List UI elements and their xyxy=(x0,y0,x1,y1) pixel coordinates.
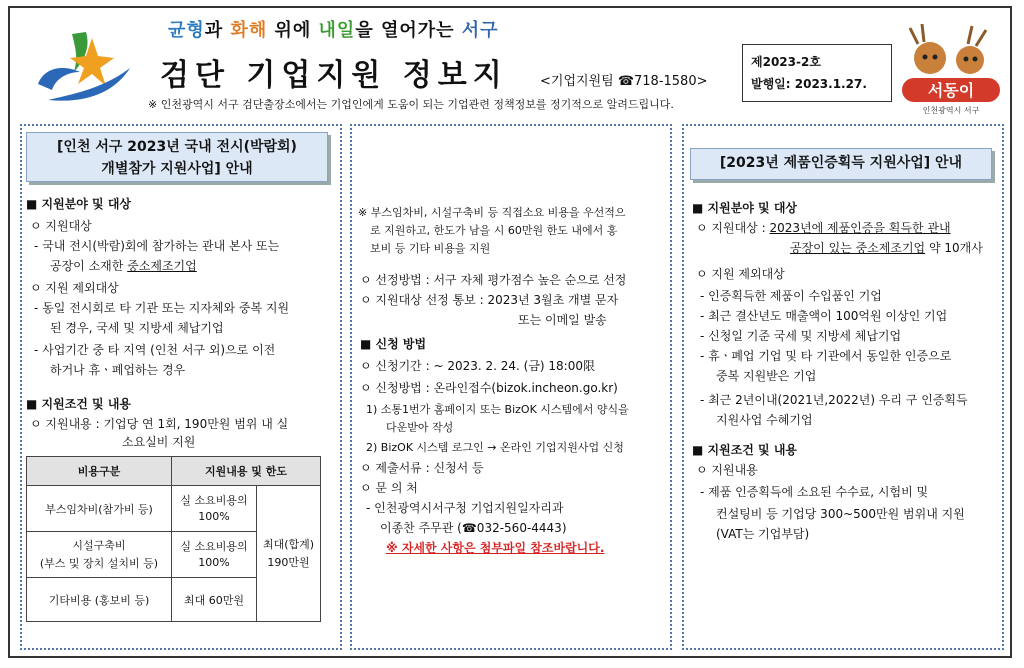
text-line: 2) BizOK 시스템 로그인 → 온라인 기업지원사업 신청 xyxy=(366,441,624,454)
underlined-text: 2023년에 제품인증을 획득한 관내 xyxy=(769,221,951,235)
section-heading: ■ 지원분야 및 대상 xyxy=(26,197,132,211)
seogu-logo xyxy=(34,28,134,108)
text-line: - 동일 전시회로 타 기관 또는 지자체와 중복 지원 xyxy=(34,301,290,315)
text-line: 1) 소통1번가 홈페이지 또는 BizOK 시스템에서 양식을 xyxy=(366,403,629,416)
table-header: 지원내용 및 한도 xyxy=(172,457,321,486)
text-span: 약 10개사 xyxy=(925,241,983,255)
underlined-text: 공장이 있는 중소제조기업 xyxy=(790,241,926,255)
cell-line: 최대(합계) xyxy=(262,537,315,551)
text-line: 보비 등 기타 비용을 지원 xyxy=(370,242,491,255)
text-span: 공장이 소재한 xyxy=(50,259,128,273)
cell-line: (부스 및 장치 설치비 등) xyxy=(39,556,159,570)
header-note: ※ 인천광역시 서구 검단출장소에서는 기업인에게 도움이 되는 기업관련 정책정보를 정기적으로 알려드립니다. xyxy=(148,98,674,111)
text-line: 하거나 휴ㆍ폐업하는 경우 xyxy=(50,363,186,377)
table-cell-merged xyxy=(257,486,321,622)
cell-line: 실 소요비용의 xyxy=(180,539,248,553)
table-cell: 최대 60만원 xyxy=(172,578,257,622)
section-heading: ■ 신청 방법 xyxy=(360,337,427,351)
section-heading: ■ 지원분야 및 대상 xyxy=(692,201,798,215)
section-heading: ■ 지원조건 및 내용 xyxy=(26,397,132,411)
slogan-part: 을 열어가는 xyxy=(355,20,462,41)
table-cell: 기타비용 (홍보비 등) xyxy=(27,578,172,622)
text-line: 이종찬 주무관 (☎032-560-4443) xyxy=(380,521,567,535)
text-line: - 휴ㆍ폐업 기업 및 타 기관에서 동일한 인증으로 xyxy=(700,349,952,363)
slogan-part: 서구 xyxy=(461,20,499,41)
text-line: - 국내 전시(박람)회에 참가하는 관내 본사 또는 xyxy=(34,239,280,253)
mascot-sub: 인천광역시 서구 xyxy=(922,106,980,115)
header xyxy=(20,14,1004,116)
mascot-logo xyxy=(896,20,1006,116)
text-line: 된 경우, 국세 및 지방세 체납기업 xyxy=(50,321,224,335)
text-line xyxy=(50,256,197,276)
certification-title-box: [2023년 제품인증획득 지원사업] 안내 xyxy=(690,148,992,180)
text-span: ㅇ 지원대상 : xyxy=(696,221,770,235)
slogan-part: 화해 xyxy=(230,20,268,41)
text-line: - 최근 2년이내(2021년,2022년) 우리 구 인증획득 xyxy=(700,393,968,407)
bullet-item: ㅇ 지원대상 xyxy=(30,219,92,233)
exhibition-title-line2: 개별참가 지원사업] 안내 xyxy=(101,161,253,177)
bullet-item: ㅇ 신청방법 : 온라인접수(bizok.incheon.go.kr) xyxy=(360,381,618,395)
text-line xyxy=(790,238,983,258)
text-line: 다운받아 작성 xyxy=(386,421,454,434)
text-line: 지원사업 수혜기업 xyxy=(716,413,813,427)
table-header: 비용구분 xyxy=(27,457,172,486)
slogan-part: 균형 xyxy=(168,20,205,41)
text-line: (VAT는 기업부담) xyxy=(716,527,810,541)
issue-box xyxy=(742,44,892,102)
bullet-item: ㅇ 지원 제외대상 xyxy=(30,281,119,295)
slogan-part: 과 xyxy=(204,20,231,41)
exhibition-title-box xyxy=(26,132,328,182)
table-cell xyxy=(172,486,257,532)
table-cell xyxy=(27,532,172,578)
issue-date: 발행일: 2023.1.27. xyxy=(751,77,867,91)
notice-text: ※ 자세한 사항은 첨부파일 참조바랍니다. xyxy=(386,541,605,555)
bullet-item: ㅇ 지원대상 선정 통보 : 2023년 3월초 개별 문자 xyxy=(360,293,619,307)
contact-team: <기업지원팀 ☎718-1580> xyxy=(540,74,708,89)
bullet-item: ㅇ 지원내용 xyxy=(696,463,758,477)
text-line: - 사업기간 중 타 지역 (인천 서구 외)으로 이전 xyxy=(34,343,276,357)
cell-line: 100% xyxy=(198,509,230,523)
mascot-name: 서동이 xyxy=(927,81,975,100)
text-line: - 제품 인증획득에 소요된 수수료, 시험비 및 xyxy=(700,485,929,499)
cell-line: 190만원 xyxy=(267,555,310,569)
text-line: - 신청일 기준 국세 및 지방세 체납기업 xyxy=(700,329,902,343)
cell-line: 실 소요비용의 xyxy=(180,493,248,507)
text-line: 또는 이메일 발송 xyxy=(518,313,607,327)
table-row xyxy=(27,486,321,532)
cell-line: 100% xyxy=(198,555,230,569)
newsletter-title: 검단 기업지원 정보지 xyxy=(160,58,508,93)
section-heading: ■ 지원조건 및 내용 xyxy=(692,443,798,457)
cell-line: 시설구축비 xyxy=(72,538,126,552)
bullet-item: ㅇ 지원내용 : 기업당 연 1회, 190만원 범위 내 실 xyxy=(30,417,289,431)
text-line: ※ 부스임차비, 시설구축비 등 직접소요 비용을 우선적으 xyxy=(358,206,626,219)
text-line: 로 지원하고, 한도가 남을 시 60만원 한도 내에서 홍 xyxy=(370,224,618,237)
text-line: 소요실비 지원 xyxy=(122,435,196,449)
slogan-part: 내일 xyxy=(318,20,356,41)
cost-table xyxy=(26,456,321,622)
table-cell xyxy=(172,532,257,578)
text-line: - 최근 결산년도 매출액이 100억원 이상인 기업 xyxy=(700,309,948,323)
issue-number: 제2023-2호 xyxy=(751,55,821,69)
bullet-item: ㅇ 문 의 처 xyxy=(360,481,418,495)
slogan-part: 위에 xyxy=(267,20,319,41)
text-line: - 인증획득한 제품이 수입품인 기업 xyxy=(700,289,882,303)
bullet-item: ㅇ 제출서류 : 신청서 등 xyxy=(360,461,484,475)
bullet-item: ㅇ 신청기간 : ~ 2023. 2. 24. (금) 18:00限 xyxy=(360,359,595,373)
bullet-item: ㅇ 지원 제외대상 xyxy=(696,267,785,281)
bullet-item xyxy=(696,218,951,238)
exhibition-title-line1: [인천 서구 2023년 국내 전시(박람회) xyxy=(57,139,297,155)
text-line: - 인천광역시서구청 기업지원일자리과 xyxy=(366,501,564,515)
text-line: 중복 지원받은 기업 xyxy=(716,369,817,383)
bullet-item: ㅇ 선정방법 : 서구 자체 평가점수 높은 순으로 선정 xyxy=(360,273,627,287)
table-cell: 부스임차비(참가비 등) xyxy=(27,486,172,532)
slogan xyxy=(168,16,499,42)
underlined-text: 중소제조기업 xyxy=(127,259,197,273)
text-line: 컨설팅비 등 기업당 300~500만원 범위내 지원 xyxy=(716,507,965,521)
